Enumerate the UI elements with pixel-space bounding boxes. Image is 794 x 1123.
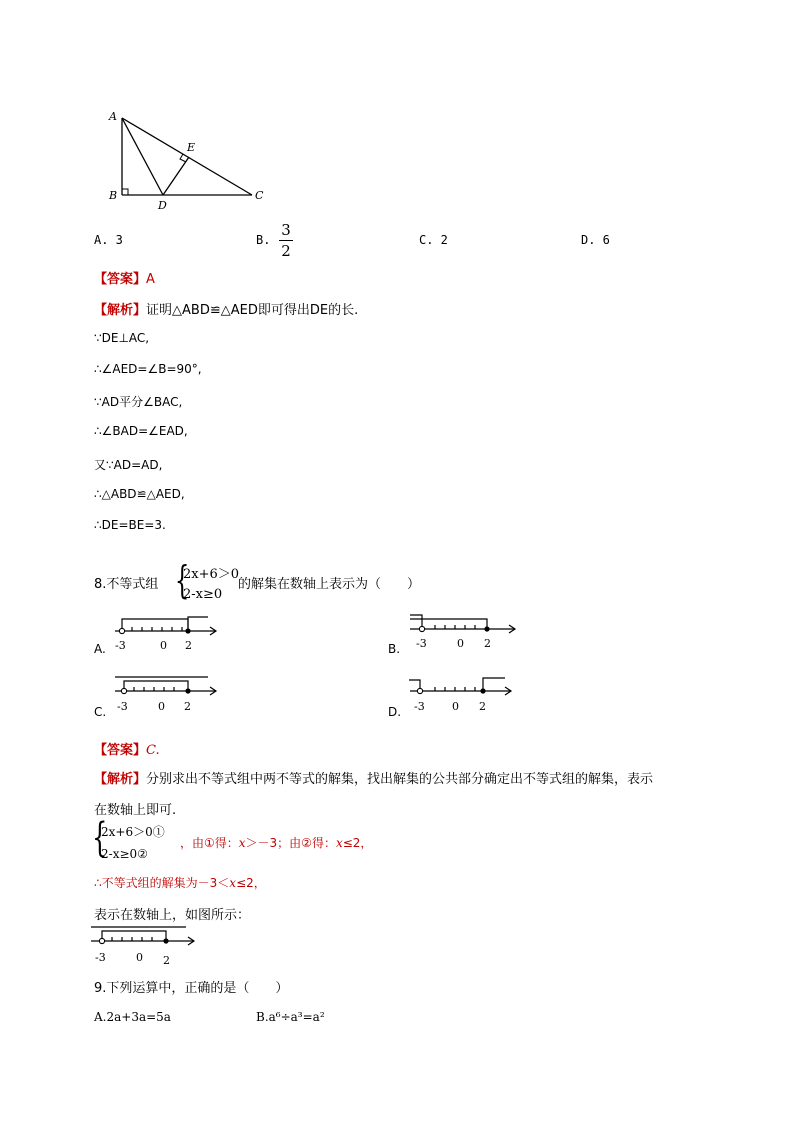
q9-option-b[interactable]: B.a⁶÷a³=a²	[256, 1010, 325, 1024]
fraction-bar	[279, 240, 293, 241]
analysis-text: 分别求出不等式组中两不等式的解集，找出解集的公共部分确定出不等式组的解集，表示	[146, 772, 654, 787]
analysis-tag: 【解析】	[94, 303, 147, 318]
q8-number-line-a[interactable]	[110, 612, 225, 657]
derivation-post: ≤2，	[342, 836, 373, 850]
tick-neg3: -3	[414, 700, 425, 713]
q7-step-5: 又∵AD=AD,	[94, 458, 163, 472]
q7-option-d[interactable]: D. 6	[581, 233, 610, 247]
q8-stem-post: 的解集在数轴上表示为（ ）	[238, 577, 421, 592]
tick-0: 0	[158, 700, 165, 713]
tick-2: 2	[163, 954, 170, 967]
solution-post: ≤2，	[236, 876, 266, 890]
q7-step-3: ∵AD平分∠BAC,	[94, 395, 183, 409]
q7-option-a[interactable]: A. 3	[94, 233, 123, 247]
q8-number-line-b[interactable]	[405, 610, 520, 655]
q8-show-text: 表示在数轴上，如图所示：	[94, 908, 251, 923]
derivation-mid: ＞－3；由②得：	[245, 836, 336, 850]
var-x-3: x	[229, 876, 237, 890]
q8-stem-pre: 8.不等式组	[94, 577, 159, 592]
var-x-2: x	[335, 836, 343, 850]
tick-neg3: -3	[95, 951, 106, 964]
tick-2: 2	[479, 700, 486, 713]
tick-0: 0	[160, 639, 167, 652]
label-a: A	[109, 110, 117, 123]
q8-option-c-label[interactable]: C.	[94, 705, 107, 719]
tick-2: 2	[184, 700, 191, 713]
label-e: E	[187, 141, 196, 154]
fraction-denominator: 2	[281, 242, 291, 260]
answer-value: A	[146, 272, 155, 287]
q7-analysis-line	[94, 299, 358, 318]
segment-de	[163, 157, 189, 195]
fraction-numerator: 3	[281, 221, 291, 239]
q8-option-d-label[interactable]: D.	[388, 705, 402, 719]
q8-system-brace: {	[92, 815, 108, 861]
q8-solution-line	[94, 874, 266, 891]
tick-0: 0	[452, 700, 459, 713]
tick-2: 2	[185, 639, 192, 652]
q8-analysis-line-1	[94, 768, 653, 787]
tick-2: 2	[484, 637, 491, 650]
analysis-text: 证明△ABD≌△AED即可得出DE的长.	[146, 303, 359, 318]
triangle-figure	[100, 105, 275, 215]
right-angle-b	[122, 189, 128, 195]
q7-option-b-label[interactable]: B.	[256, 233, 271, 247]
q8-answer-line	[94, 739, 160, 758]
label-d: D	[158, 199, 167, 212]
q8-system-2: 2-x≥0②	[101, 847, 148, 861]
q8-analysis-line-2: 在数轴上即可.	[94, 803, 177, 818]
q8-number-line-c[interactable]	[110, 672, 225, 717]
q9-option-a[interactable]: A.2a+3a=5a	[94, 1010, 171, 1024]
tick-neg3: -3	[416, 637, 427, 650]
tick-0: 0	[457, 637, 464, 650]
q8-derivation	[180, 834, 372, 851]
q7-option-c[interactable]: C. 2	[419, 233, 448, 247]
q7-step-7: ∴DE=BE=3.	[94, 518, 166, 532]
q7-answer-line	[94, 268, 155, 287]
q7-step-2: ∴∠AED=∠B=90°,	[94, 362, 202, 376]
tick-neg3: -3	[115, 639, 126, 652]
answer-tag: 【答案】	[94, 743, 147, 758]
var-x-1: x	[238, 836, 246, 850]
q7-option-b-fraction	[279, 221, 293, 260]
answer-value: C.	[146, 743, 160, 758]
q8-option-b-label[interactable]: B.	[388, 642, 401, 656]
label-c: C	[255, 189, 264, 202]
q8-brace: {	[174, 558, 190, 602]
label-b: B	[109, 189, 118, 202]
q7-step-6: ∴△ABD≌△AED,	[94, 487, 185, 501]
q8-number-line-d[interactable]	[405, 672, 520, 717]
q8-ineq-2: 2-x≥0	[183, 587, 223, 602]
answer-tag: 【答案】	[94, 272, 147, 287]
q7-step-4: ∴∠BAD=∠EAD,	[94, 424, 188, 438]
q9-stem: 9.下列运算中，正确的是（ ）	[94, 981, 289, 996]
segment-ac	[122, 118, 252, 195]
solution-pre: ∴不等式组的解集为－3＜	[94, 876, 230, 890]
q8-system-1: 2x+6＞0①	[101, 825, 165, 839]
derivation-pre: ，由①得：	[180, 836, 239, 850]
q8-solution-number-line	[86, 922, 201, 968]
q8-ineq-1: 2x+6＞0	[183, 567, 240, 582]
tick-0: 0	[136, 951, 143, 964]
q8-option-a-label[interactable]: A.	[94, 642, 106, 656]
tick-neg3: -3	[117, 700, 128, 713]
analysis-tag: 【解析】	[94, 772, 147, 787]
q7-step-1: ∵DE⊥AC,	[94, 331, 150, 345]
